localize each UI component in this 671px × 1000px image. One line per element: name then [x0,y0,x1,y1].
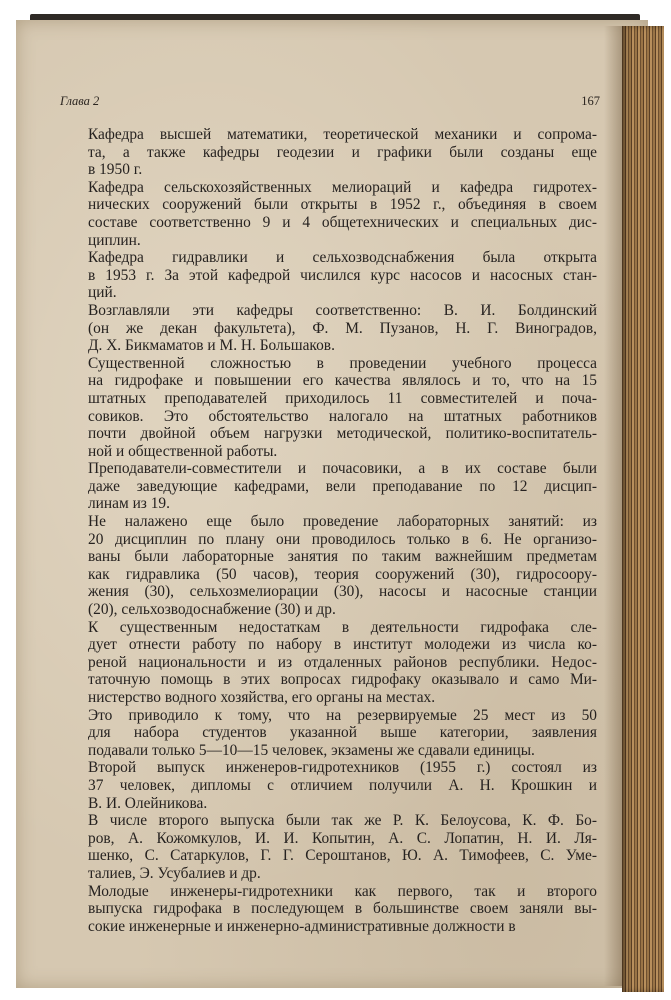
text-line: 20 дисциплин по плану они проводилось только в 6. Не организо- [88,530,597,548]
text-line: та, а также кафедры геодезии и графики были созданы еще [88,143,597,161]
text-line: (20), сельхозводоснабжение (30) и др. [88,601,336,619]
text-line: совиков. Это обстоятельство налогало на штатных работников [88,407,597,425]
text-line: Кафедра высшей математики, теоретической механики и сопрома- [88,126,597,143]
text-line: Кафедра сельскохозяйственных мелиораций и кафедра гидротех- [88,178,597,196]
text-line: Преподаватели-совместители и почасовики, а в их составе были [88,460,597,478]
text-line: В. И. Олейникова. [88,794,208,812]
text-line: циплин. [88,231,141,249]
text-line: нистерство водного хозяйства, его органы на местах. [88,689,436,706]
text-line: для набора студентов указанной выше категории, заявления [88,724,597,742]
text-line: таточную помощь в этих вопросах гидрофаку оказывало и само Ми- [88,671,597,689]
text-line: на гидрофаке и повышении его качества являлось и то, что на 15 [88,372,597,390]
text-line: сокие инженерные и инженерно-административные должности в [88,917,516,935]
text-line: подавали только 5—10—15 человек, экзамены же сдавали единицы. [88,741,535,759]
text-line: Второй выпуск инженеров-гидротехников (1955 г.) состоял из [88,759,597,777]
text-line: жения (30), сельхозмелиорации (30), насосы и насосные станции [88,583,597,601]
text-line: Это приводило к тому, что на резервируемые 25 мест из 50 [88,706,597,724]
book-page-edges [622,26,664,992]
paragraph [88,883,597,936]
text-line: К существенным недостаткам в деятельности гидрофака сле- [88,618,597,636]
paragraph [88,707,597,760]
text-line: линам из 19. [88,495,170,513]
page-number: 167 [581,94,600,108]
body-text [88,126,597,935]
text-line: дует отнести работу по набору в институт молодежи из числа ко- [88,636,597,654]
text-line: как гидравлика (50 часов), теория сооружений (30), гидросоору- [88,565,597,583]
text-line: Кафедра гидравлики и сельхозводснабжения была открыта [88,249,597,267]
text-line: Существенной сложностью в проведении учебного процесса [88,354,597,372]
text-line: ров, А. Кожомкулов, И. И. Копытин, А. С. Лопатин, Н. И. Ля- [88,829,597,847]
text-line: штатных преподавателей приходилось 11 совместителей и поча- [88,389,597,407]
paragraph [88,513,597,619]
paragraph [88,759,597,812]
text-line: Не налажено еще было проведение лабораторных занятий: из [88,513,597,531]
text-line: реной национальности и из отдаленных районов республики. Недос- [88,653,597,671]
text-line: Молодые инженеры-гидротехники как первого, так и второго [88,882,597,900]
text-line: составе соответственно 9 и 4 общетехнических и специальных дис- [88,213,597,231]
text-line: нических сооружений были открыты в 1952 г., объединяя в своем [88,196,597,214]
running-header [60,94,600,112]
text-line: почти двойной объем нагрузки методической, политико-воспитатель- [88,425,597,443]
text-line: (он же декан факультета), Ф. М. Пузанов, Н. Г. Виноградов, [88,319,597,337]
text-line: 37 человек, дипломы с отличием получили А. Н. Крошкин и [88,776,597,794]
text-line: шенко, С. Сатаркулов, Г. Г. Сероштанов, Ю. А. Тимофеев, С. Уме- [88,847,597,865]
paragraph [88,179,597,249]
text-line: выпуска гидрофака в последующем в большинстве своем заняли вы- [88,900,597,918]
text-line: Возглавляли эти кафедры соответственно: В. И. Болдинский [88,301,597,319]
text-line: ваны были лабораторные занятия по таким важнейшим предметам [88,548,597,566]
text-line: талиев, Э. Усубалиев и др. [88,864,261,882]
paragraph [88,355,597,461]
text-line: в 1953 г. За этой кафедрой числился курс насосов и насосных стан- [88,266,597,284]
paragraph [88,249,597,302]
paragraph [88,812,597,882]
text-line: В числе второго выпуска были так же Р. К. Белоусова, К. Ф. Бо- [88,812,597,830]
text-line: Д. Х. Бикмаматов и М. Н. Большаков. [88,337,335,355]
paragraph [88,126,597,179]
paragraph [88,302,597,355]
text-line: даже заведующие кафедрами, вели преподавание по 12 дисцип- [88,477,597,495]
text-line: ной и общественной работы. [88,442,278,460]
text-line: ций. [88,284,117,302]
paragraph [88,619,597,707]
paragraph [88,460,597,513]
text-line: в 1950 г. [88,161,143,179]
chapter-title: Глава 2 [60,94,100,108]
